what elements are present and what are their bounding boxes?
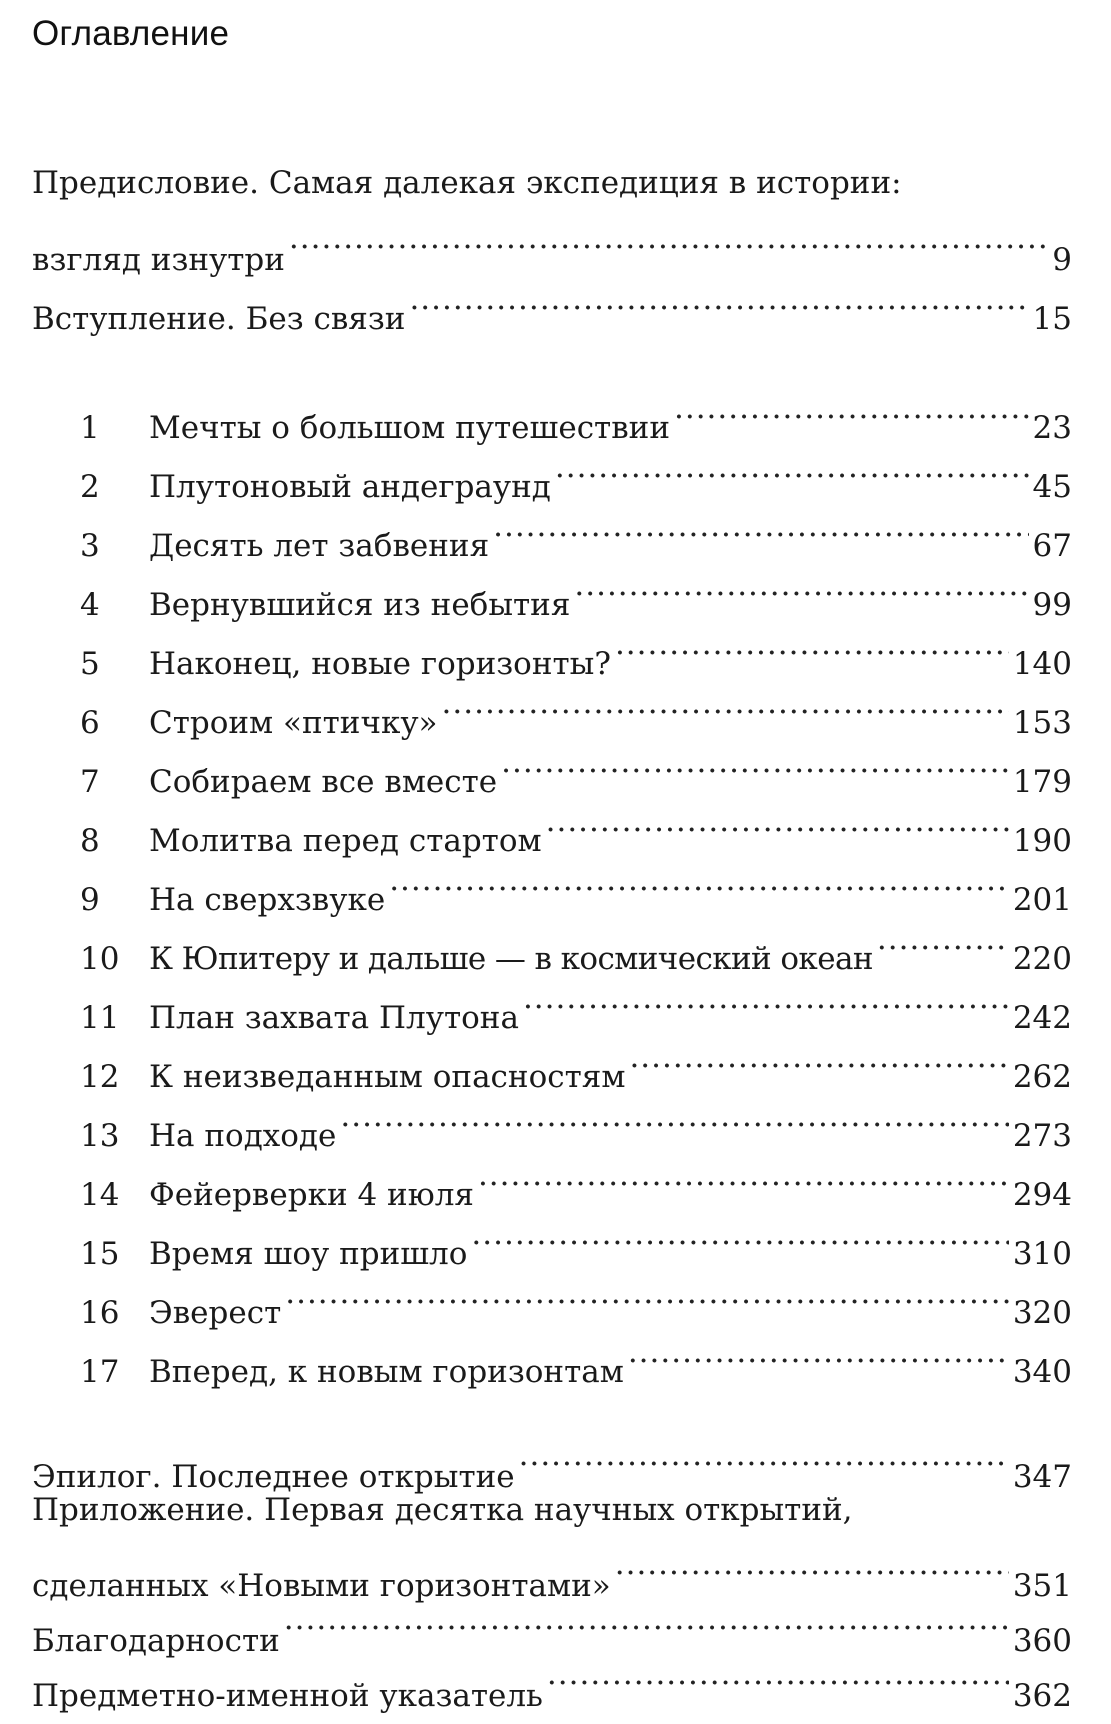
chapter-number: 2 bbox=[80, 469, 100, 505]
dot-leader bbox=[546, 792, 1009, 851]
chapter-number: 7 bbox=[80, 764, 100, 800]
entry-title: взгляд изнутри bbox=[32, 242, 285, 278]
chapter-page: 294 bbox=[1012, 1177, 1072, 1213]
chapter-page: 140 bbox=[1012, 646, 1072, 682]
dot-leader bbox=[574, 556, 1028, 615]
dot-leader bbox=[501, 733, 1009, 792]
dot-leader bbox=[389, 851, 1009, 910]
chapter-title: К Юпитеру и дальше — в космический океан bbox=[149, 941, 873, 977]
chapter-title: На подходе bbox=[149, 1118, 337, 1154]
entry-page: 347 bbox=[1012, 1459, 1072, 1495]
chapter-page: 153 bbox=[1012, 705, 1072, 741]
toc-entry-preface[interactable] bbox=[32, 155, 1072, 211]
chapter-number: 6 bbox=[80, 705, 100, 741]
entry-title: Предисловие. Самая далекая экспедиция в истории: bbox=[32, 165, 902, 201]
dot-leader bbox=[674, 379, 1029, 438]
chapter-title: Эверест bbox=[149, 1295, 282, 1331]
chapter-title: Наконец, новые горизонты? bbox=[149, 646, 611, 682]
dot-leader bbox=[877, 910, 1009, 969]
dot-leader bbox=[628, 1323, 1009, 1382]
chapter-page: 23 bbox=[1032, 410, 1072, 446]
toc-entry-appendix[interactable] bbox=[32, 1483, 1072, 1537]
chapter-page: 45 bbox=[1032, 469, 1072, 505]
chapter-number: 16 bbox=[80, 1295, 120, 1331]
entry-page: 360 bbox=[1012, 1623, 1072, 1659]
chapter-title: Плутоновый андеграунд bbox=[149, 469, 551, 505]
dot-leader bbox=[289, 211, 1048, 270]
entry-title: Эпилог. Последнее открытие bbox=[32, 1459, 515, 1495]
chapter-number: 13 bbox=[80, 1118, 120, 1154]
chapter-title: Десять лет забвения bbox=[149, 528, 490, 564]
dot-leader bbox=[519, 1428, 1009, 1487]
entry-title: сделанных «Новыми горизонтами» bbox=[32, 1568, 611, 1604]
dot-leader bbox=[555, 438, 1029, 497]
chapter-number: 5 bbox=[80, 646, 100, 682]
entry-page: 362 bbox=[1012, 1678, 1072, 1714]
chapter-number: 12 bbox=[80, 1059, 120, 1095]
dot-leader bbox=[629, 1028, 1008, 1087]
chapter-page: 310 bbox=[1012, 1236, 1072, 1272]
toc-entry-preface-cont[interactable] bbox=[32, 211, 1072, 278]
chapter-entry[interactable] bbox=[32, 379, 1072, 446]
entry-title: Приложение. Первая десятка научных открытий, bbox=[32, 1492, 853, 1528]
chapter-number: 9 bbox=[80, 882, 100, 918]
dot-leader bbox=[340, 1087, 1008, 1146]
chapter-title: Молитва перед стартом bbox=[149, 823, 542, 859]
toc-entry-appendix-cont[interactable] bbox=[32, 1537, 1072, 1604]
dot-leader bbox=[285, 1264, 1009, 1323]
chapter-page: 273 bbox=[1012, 1118, 1072, 1154]
entry-title: Благодарности bbox=[32, 1623, 280, 1659]
chapter-title: К неизведанным опасностям bbox=[149, 1059, 626, 1095]
toc-entry-epilogue[interactable] bbox=[32, 1428, 1072, 1495]
dot-leader bbox=[409, 270, 1028, 329]
back-matter bbox=[32, 1428, 1072, 1714]
chapter-number: 14 bbox=[80, 1177, 120, 1213]
chapter-page: 320 bbox=[1012, 1295, 1072, 1331]
chapter-page: 99 bbox=[1032, 587, 1072, 623]
dot-leader bbox=[284, 1592, 1009, 1651]
chapter-title: Фейерверки 4 июля bbox=[149, 1177, 474, 1213]
chapter-number: 15 bbox=[80, 1236, 120, 1272]
chapter-title: Время шоу пришло bbox=[149, 1236, 468, 1272]
chapter-page: 67 bbox=[1032, 528, 1072, 564]
entry-page: 351 bbox=[1012, 1568, 1072, 1604]
dot-leader bbox=[493, 497, 1028, 556]
entry-title: Предметно-именной указатель bbox=[32, 1678, 543, 1714]
chapter-number: 8 bbox=[80, 823, 100, 859]
dot-leader bbox=[615, 1537, 1009, 1596]
page-title: Оглавление bbox=[32, 14, 230, 53]
chapter-title: Собираем все вместе bbox=[149, 764, 498, 800]
dot-leader bbox=[442, 674, 1009, 733]
chapter-title: Строим «птичку» bbox=[149, 705, 438, 741]
chapter-number: 17 bbox=[80, 1354, 120, 1390]
front-matter bbox=[32, 155, 1072, 337]
chapter-page: 262 bbox=[1012, 1059, 1072, 1095]
chapter-number: 11 bbox=[80, 1000, 120, 1036]
dot-leader bbox=[615, 615, 1009, 674]
chapter-page: 220 bbox=[1012, 941, 1072, 977]
chapter-page: 340 bbox=[1012, 1354, 1072, 1390]
chapter-page: 201 bbox=[1012, 882, 1072, 918]
chapter-number: 3 bbox=[80, 528, 100, 564]
dot-leader bbox=[471, 1205, 1008, 1264]
entry-page: 9 bbox=[1052, 242, 1072, 278]
chapter-page: 242 bbox=[1012, 1000, 1072, 1036]
chapter-page: 179 bbox=[1012, 764, 1072, 800]
dot-leader bbox=[547, 1647, 1009, 1706]
chapter-title: План захвата Плутона bbox=[149, 1000, 519, 1036]
chapter-title: Вернувшийся из небытия bbox=[149, 587, 571, 623]
dot-leader bbox=[523, 969, 1009, 1028]
dot-leader bbox=[478, 1146, 1009, 1205]
chapter-number: 4 bbox=[80, 587, 100, 623]
entry-page: 15 bbox=[1032, 301, 1072, 337]
chapter-title: Мечты о большом путешествии bbox=[149, 410, 670, 446]
chapter-list bbox=[32, 379, 1072, 1390]
entry-title: Вступление. Без связи bbox=[32, 301, 406, 337]
chapter-title: Вперед, к новым горизонтам bbox=[149, 1354, 624, 1390]
chapter-title: На сверхзвуке bbox=[149, 882, 386, 918]
chapter-page: 190 bbox=[1012, 823, 1072, 859]
chapter-number: 1 bbox=[80, 410, 100, 446]
chapter-number: 10 bbox=[80, 941, 120, 977]
